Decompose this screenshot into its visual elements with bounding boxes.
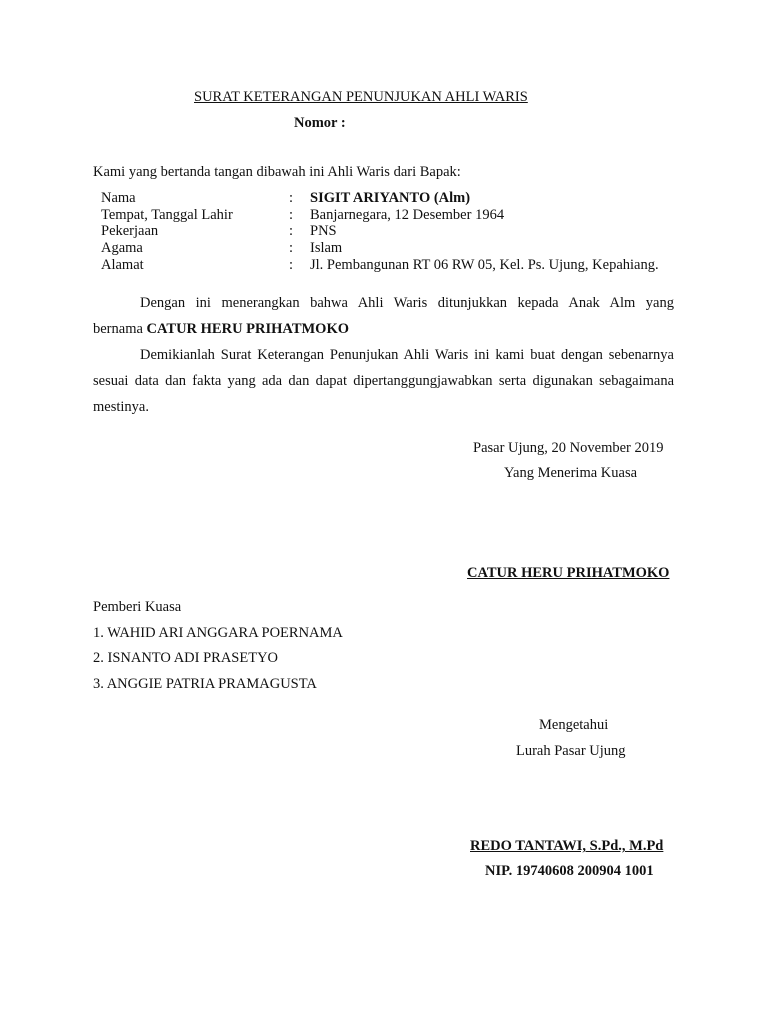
paragraph-closing-text: Demikianlah Surat Keterangan Penunjukan Ahli Waris ini kami buat dengan sebenarnya sesuai data dan fakta yang ada dan dapat dipertanggungjawabkan serta digunakan sebagaimana mestinya. bbox=[93, 347, 674, 415]
intro-text: Kami yang bertanda tangan dibawah ini Ahli Waris dari Bapak: bbox=[93, 164, 461, 180]
giver-item: 3. ANGGIE PATRIA PRAMAGUSTA bbox=[93, 676, 317, 692]
identity-value: Jl. Pembangunan RT 06 RW 05, Kel. Ps. Ujung, Kepahiang. bbox=[310, 257, 659, 273]
identity-label: Agama bbox=[101, 240, 143, 256]
giver-item: 2. ISNANTO ADI PRASETYO bbox=[93, 650, 279, 666]
number-label: Nomor : bbox=[294, 115, 346, 131]
identity-sep: : bbox=[289, 240, 294, 256]
paragraph-closing bbox=[93, 342, 674, 420]
identity-value: SIGIT ARIYANTO (Alm) bbox=[310, 190, 471, 206]
identity-label: Pekerjaan bbox=[101, 223, 159, 239]
identity-value: Islam bbox=[310, 240, 343, 256]
identity-sep: : bbox=[289, 223, 294, 239]
heir-name: CATUR HERU PRIHATMOKO bbox=[146, 321, 350, 337]
identity-value: Banjarnegara, 12 Desember 1964 bbox=[310, 207, 505, 223]
identity-value: PNS bbox=[310, 223, 337, 239]
identity-label: Nama bbox=[101, 190, 136, 206]
identity-label: Alamat bbox=[101, 257, 144, 273]
official-name: REDO TANTAWI, S.Pd., M.Pd bbox=[470, 838, 664, 854]
paragraph-appointment bbox=[93, 290, 674, 342]
recipient-title: Yang Menerima Kuasa bbox=[504, 465, 638, 481]
official-title: Lurah Pasar Ujung bbox=[516, 743, 626, 759]
place-date: Pasar Ujung, 20 November 2019 bbox=[473, 440, 664, 456]
paragraph-appointment-prefix: bernama bbox=[93, 321, 147, 337]
paragraph-appointment-line1: Dengan ini menerangkan bahwa Ahli Waris ditunjukkan kepada Anak Alm yang bbox=[140, 295, 674, 311]
identity-label: Tempat, Tanggal Lahir bbox=[101, 207, 233, 223]
document-title: SURAT KETERANGAN PENUNJUKAN AHLI WARIS bbox=[194, 89, 528, 105]
identity-sep: : bbox=[289, 207, 294, 223]
giver-title: Pemberi Kuasa bbox=[93, 599, 182, 615]
acknowledge-label: Mengetahui bbox=[539, 717, 609, 733]
identity-sep: : bbox=[289, 257, 294, 273]
official-nip: NIP. 19740608 200904 1001 bbox=[485, 863, 654, 879]
identity-sep: : bbox=[289, 190, 294, 206]
recipient-name: CATUR HERU PRIHATMOKO bbox=[467, 565, 670, 581]
giver-item: 1. WAHID ARI ANGGARA POERNAMA bbox=[93, 625, 343, 641]
